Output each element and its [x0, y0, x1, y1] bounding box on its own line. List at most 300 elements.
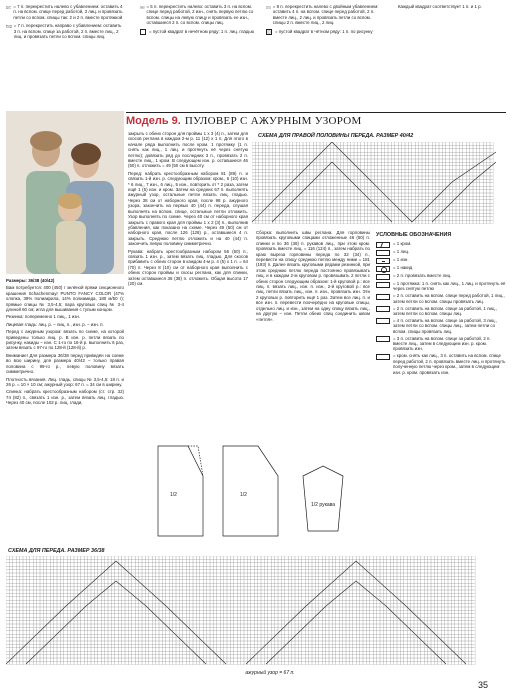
- chart-cell: [258, 559, 261, 562]
- chart-cell: [40, 600, 43, 603]
- chart-cell: [67, 580, 70, 583]
- chart-cell: [438, 593, 441, 596]
- chart-cell: [293, 217, 296, 220]
- chart-cell: [349, 617, 352, 620]
- chart-cell: [388, 186, 391, 189]
- chart-cell: [419, 142, 422, 145]
- chart-cell: [159, 593, 162, 596]
- chart-cell: [432, 169, 435, 172]
- chart-cell: [149, 593, 152, 596]
- chart-cell: [385, 152, 388, 155]
- chart-cell: [371, 183, 374, 186]
- chart-cell: [407, 621, 410, 624]
- chart-cell: [122, 580, 125, 583]
- chart-cell: [276, 162, 279, 165]
- edge-icon: [376, 242, 390, 248]
- chart-cell: [442, 220, 445, 223]
- chart-cell: [326, 627, 329, 630]
- chart-cell: [347, 220, 350, 223]
- chart-cell: [429, 193, 432, 196]
- chart-cell: [438, 621, 441, 624]
- chart-cell: [196, 566, 199, 569]
- chart-cell: [37, 604, 40, 607]
- chart-cell: [322, 563, 325, 566]
- chart-cell: [339, 583, 342, 586]
- chart-cell: [425, 162, 428, 165]
- chart-cell: [269, 166, 272, 169]
- chart-cell: [442, 213, 445, 216]
- chart-cell: [37, 563, 40, 566]
- chart-cell: [118, 600, 121, 603]
- chart-cell: [88, 573, 91, 576]
- chart-cell: [315, 573, 318, 576]
- chart-cell: [105, 627, 108, 630]
- chart-cell: [101, 614, 104, 617]
- chart-cell: [462, 604, 465, 607]
- chart-cell: [162, 593, 165, 596]
- chart-cell: [196, 631, 199, 634]
- chart-cell: [377, 566, 380, 569]
- chart-cell: [448, 559, 451, 562]
- chart-cell: [135, 593, 138, 596]
- chart-cell: [472, 576, 475, 579]
- chart-cell: [266, 217, 269, 220]
- chart-cell: [278, 597, 281, 600]
- chart-cell: [395, 166, 398, 169]
- chart-cell: [84, 610, 87, 613]
- chart-cell: [264, 590, 267, 593]
- chart-cell: [203, 556, 206, 559]
- chart-cell: [429, 142, 432, 145]
- chart-cell: [388, 173, 391, 176]
- chart-cell: [320, 145, 323, 148]
- chart-cell: [264, 566, 267, 569]
- chart-cell: [166, 617, 169, 620]
- chart-cell: [417, 573, 420, 576]
- chart-cell: [412, 166, 415, 169]
- chart-cell: [425, 169, 428, 172]
- chart-cell: [279, 159, 282, 162]
- chart-cell: [122, 556, 125, 559]
- chart-cell: [64, 587, 67, 590]
- chart-cell: [332, 573, 335, 576]
- chart-cell: [74, 624, 77, 627]
- chart-cell: [115, 597, 118, 600]
- chart-cell: [490, 176, 493, 179]
- chart-cell: [139, 614, 142, 617]
- chart-cell: [343, 614, 346, 617]
- chart-cell: [322, 600, 325, 603]
- chart-cell: [213, 614, 216, 617]
- chart-cell: [415, 142, 418, 145]
- chart-cell: [285, 570, 288, 573]
- chart-cell: [84, 556, 87, 559]
- chart-cell: [415, 210, 418, 213]
- chart-cell: [451, 607, 454, 610]
- chart-cell: [105, 614, 108, 617]
- chart-cell: [370, 600, 373, 603]
- chart-cell: [278, 621, 281, 624]
- chart-cell: [317, 149, 320, 152]
- chart-cell: [247, 559, 250, 562]
- chart-cell: [108, 627, 111, 630]
- chart-cell: [269, 152, 272, 155]
- chart-cell: [356, 624, 359, 627]
- chart-cell: [378, 183, 381, 186]
- chart-cell: [37, 617, 40, 620]
- chart-cell: [445, 563, 448, 566]
- chart-cell: [402, 156, 405, 159]
- chart-cell: [453, 190, 456, 193]
- chart-cell: [283, 176, 286, 179]
- chart-cell: [468, 624, 471, 627]
- chart-cell: [361, 200, 364, 203]
- chart-cell: [303, 193, 306, 196]
- chart-cell: [356, 559, 359, 562]
- chart-cell: [336, 566, 339, 569]
- chart-cell: [374, 213, 377, 216]
- chart-cell: [244, 590, 247, 593]
- chart-cell: [455, 593, 458, 596]
- chart-cell: [445, 624, 448, 627]
- chart-cell: [159, 587, 162, 590]
- chart-cell: [88, 624, 91, 627]
- chart-cell: [380, 610, 383, 613]
- chart-cell: [371, 152, 374, 155]
- chart-cell: [84, 621, 87, 624]
- chart-cell: [473, 196, 476, 199]
- chart-cell: [476, 210, 479, 213]
- chart-cell: [186, 614, 189, 617]
- chart-cell: [37, 587, 40, 590]
- chart-cell: [483, 176, 486, 179]
- chart-cell: [351, 169, 354, 172]
- chart-cell: [278, 604, 281, 607]
- chart-cell: [370, 570, 373, 573]
- chart-cell: [472, 563, 475, 566]
- chart-cell: [322, 580, 325, 583]
- chart-cell: [186, 587, 189, 590]
- chart-cell: [275, 566, 278, 569]
- chart-cell: [289, 162, 292, 165]
- chart-cell: [371, 173, 374, 176]
- chart-cell: [361, 162, 364, 165]
- chart-cell: [213, 583, 216, 586]
- chart-cell: [13, 590, 16, 593]
- chart-cell: [463, 213, 466, 216]
- chart-cell: [388, 210, 391, 213]
- chart-cell: [459, 179, 462, 182]
- legend-note: Каждый квадрат соответствует 1 п. и 1 р.: [398, 4, 482, 9]
- chart-cell: [364, 186, 367, 189]
- chart-cell: [300, 176, 303, 179]
- chart-cell: [152, 566, 155, 569]
- chart-cell: [162, 614, 165, 617]
- chart-cell: [323, 183, 326, 186]
- chart-cell: [217, 556, 220, 559]
- chart-cell: [193, 566, 196, 569]
- chart-cell: [74, 556, 77, 559]
- chart-cell: [378, 142, 381, 145]
- chart-cell: [203, 607, 206, 610]
- chart-cell: [334, 200, 337, 203]
- chart-cell: [374, 166, 377, 169]
- chart-cell: [269, 196, 272, 199]
- chart-cell: [326, 573, 329, 576]
- chart-cell: [289, 190, 292, 193]
- chart-cell: [351, 186, 354, 189]
- chart-cell: [349, 610, 352, 613]
- chart-cell: [283, 203, 286, 206]
- legend-entry: [266, 4, 384, 26]
- chart-cell: [179, 587, 182, 590]
- chart-cell: [264, 600, 267, 603]
- chart-cell: [380, 614, 383, 617]
- chart-cell: [50, 624, 53, 627]
- chart-cell: [278, 566, 281, 569]
- chart-cell: [431, 590, 434, 593]
- chart-cell: [115, 570, 118, 573]
- chart-cell: [320, 142, 323, 145]
- chart-cell: [30, 624, 33, 627]
- chart-cell: [380, 631, 383, 634]
- chart-cell: [398, 145, 401, 148]
- chart-cell: [252, 166, 255, 169]
- chart-cell: [217, 631, 220, 634]
- chart-cell: [380, 604, 383, 607]
- chart-cell: [364, 156, 367, 159]
- chart-cell: [431, 593, 434, 596]
- chart-cell: [330, 169, 333, 172]
- chart-cell: [37, 624, 40, 627]
- chart-cell: [453, 169, 456, 172]
- chart-cell: [179, 614, 182, 617]
- chart-cell: [13, 624, 16, 627]
- chart-cell: [371, 162, 374, 165]
- chart-cell: [281, 607, 284, 610]
- chart-cell: [293, 159, 296, 162]
- chart-cell: [303, 220, 306, 223]
- chart-cell: [446, 176, 449, 179]
- chart-cell: [118, 573, 121, 576]
- chart-cell: [327, 210, 330, 213]
- chart-cell: [40, 566, 43, 569]
- chart-cell: [360, 604, 363, 607]
- chart-cell: [326, 580, 329, 583]
- chart-cell: [305, 600, 308, 603]
- chart-cell: [203, 604, 206, 607]
- chart-cell: [422, 142, 425, 145]
- chart-cell: [429, 145, 432, 148]
- chart-cell: [455, 617, 458, 620]
- chart-cell: [166, 566, 169, 569]
- chart-cell: [383, 627, 386, 630]
- chart-cell: [303, 142, 306, 145]
- chart-cell: [322, 597, 325, 600]
- chart-cell: [186, 583, 189, 586]
- chart-cell: [9, 604, 12, 607]
- chart-cell: [472, 617, 475, 620]
- chart-cell: [298, 624, 301, 627]
- chart-cell: [431, 563, 434, 566]
- chart-cell: [166, 563, 169, 566]
- chart-cell: [159, 597, 162, 600]
- chart-cell: [391, 196, 394, 199]
- chart-cell: [394, 570, 397, 573]
- chart-cell: [453, 183, 456, 186]
- chart-cell: [26, 597, 29, 600]
- chart-cell: [156, 590, 159, 593]
- chart-cell: [361, 207, 364, 210]
- chart-cell: [303, 196, 306, 199]
- chart-cell: [353, 600, 356, 603]
- chart-cell: [373, 614, 376, 617]
- chart-cell: [303, 159, 306, 162]
- chart-cell: [67, 627, 70, 630]
- chart-cell: [327, 183, 330, 186]
- chart-cell: [252, 173, 255, 176]
- chart-cell: [67, 590, 70, 593]
- chart-cell: [374, 196, 377, 199]
- chart-cell: [391, 159, 394, 162]
- chart-cell: [397, 617, 400, 620]
- chart-cell: [115, 576, 118, 579]
- chart-cell: [327, 207, 330, 210]
- chart-cell: [251, 566, 254, 569]
- chart-cell: [436, 176, 439, 179]
- chart-cell: [428, 597, 431, 600]
- chart-cell: [380, 559, 383, 562]
- chart-cell: [368, 152, 371, 155]
- chart-cell: [346, 600, 349, 603]
- chart-cell: [241, 573, 244, 576]
- chart-cell: [247, 593, 250, 596]
- chart-cell: [122, 563, 125, 566]
- chart-cell: [339, 610, 342, 613]
- chart-cell: [466, 186, 469, 189]
- ssk-icon: [376, 282, 390, 288]
- chart-cell: [388, 149, 391, 152]
- chart-cell: [436, 166, 439, 169]
- chart-cell: [390, 570, 393, 573]
- chart-cell: [458, 559, 461, 562]
- chart-cell: [306, 173, 309, 176]
- chart-cell: [261, 570, 264, 573]
- chart-cell: [234, 597, 237, 600]
- chart-cell: [383, 610, 386, 613]
- chart-cell: [259, 179, 262, 182]
- chart-cell: [23, 570, 26, 573]
- chart-cell: [262, 193, 265, 196]
- chart-cell: [281, 573, 284, 576]
- chart-cell: [183, 556, 186, 559]
- chart-cell: [320, 159, 323, 162]
- chart-cell: [162, 563, 165, 566]
- chart-cell: [288, 559, 291, 562]
- chart-cell: [347, 166, 350, 169]
- chart-cell: [254, 587, 257, 590]
- chart-cell: [285, 590, 288, 593]
- chart-cell: [254, 597, 257, 600]
- chart-cell: [50, 610, 53, 613]
- chart-cell: [343, 573, 346, 576]
- chart-cell: [334, 176, 337, 179]
- chart-cell: [210, 627, 213, 630]
- chart-cell: [234, 600, 237, 603]
- chart-cell: [16, 634, 19, 637]
- chart-cell: [353, 556, 356, 559]
- chart-cell: [135, 590, 138, 593]
- chart-cell: [60, 624, 63, 627]
- chart-cell: [315, 604, 318, 607]
- chart-cell: [196, 590, 199, 593]
- chart-cell: [217, 600, 220, 603]
- chart-cell: [207, 563, 210, 566]
- chart-cell: [349, 587, 352, 590]
- chart-cell: [459, 169, 462, 172]
- chart-cell: [354, 207, 357, 210]
- chart-cell: [203, 597, 206, 600]
- chart-cell: [424, 573, 427, 576]
- legend-item-text: = 3 п. оставить на вспом. спице за работой, 2 п. вместе лиц., затем в следующем изн. р. кром. провязать изн.: [393, 335, 491, 352]
- chart-cell: [224, 583, 227, 586]
- chart-cell: [463, 220, 466, 223]
- chart-cell: [394, 559, 397, 562]
- chart-cell: [306, 213, 309, 216]
- chart-cell: [125, 621, 128, 624]
- chart-cell: [145, 583, 148, 586]
- chart-cell: [292, 607, 295, 610]
- chart-cell: [122, 610, 125, 613]
- chart-cell: [424, 621, 427, 624]
- chart-cell: [122, 573, 125, 576]
- chart-cell: [412, 169, 415, 172]
- chart-cell: [125, 624, 128, 627]
- chart-cell: [237, 566, 240, 569]
- chart-cell: [371, 156, 374, 159]
- chart-cell: [424, 590, 427, 593]
- chart-cell: [476, 207, 479, 210]
- chart-cell: [108, 631, 111, 634]
- chart-cell: [262, 149, 265, 152]
- chart-cell: [47, 631, 50, 634]
- chart-cell: [9, 631, 12, 634]
- chart-cell: [207, 587, 210, 590]
- chart-cell: [289, 149, 292, 152]
- chart-cell: [412, 200, 415, 203]
- chart-cell: [351, 200, 354, 203]
- chart-cell: [370, 566, 373, 569]
- chart-cell: [363, 600, 366, 603]
- chart-cell: [283, 220, 286, 223]
- chart-cell: [276, 142, 279, 145]
- chart-cell: [292, 570, 295, 573]
- chart-cell: [436, 159, 439, 162]
- chart-cell: [363, 573, 366, 576]
- chart-cell: [446, 220, 449, 223]
- chart-cell: [186, 566, 189, 569]
- chart-cell: [398, 186, 401, 189]
- legend-text: = пустой квадрат в нечётном ряду: 1 п. лиц. гладью: [149, 28, 254, 34]
- chart-cell: [252, 193, 255, 196]
- chart-cell: [43, 610, 46, 613]
- chart-cell: [43, 634, 46, 637]
- chart-cell: [74, 600, 77, 603]
- chart-cell: [395, 169, 398, 172]
- chart-cell: [84, 614, 87, 617]
- chart-cell: [247, 627, 250, 630]
- chart-cell: [465, 566, 468, 569]
